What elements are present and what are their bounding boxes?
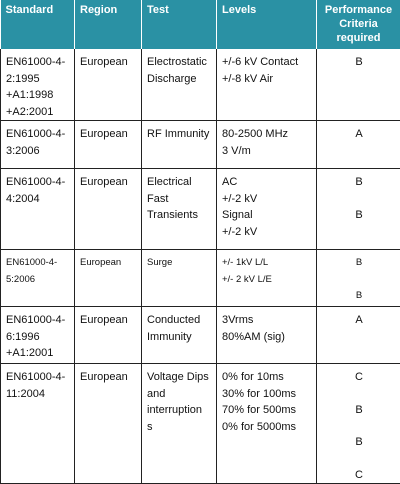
test-line: Discharge — [147, 71, 212, 88]
header-performance-criteria — [317, 0, 400, 49]
standard-line: 2:1995 — [6, 71, 70, 88]
criteria-value: B — [322, 174, 396, 191]
cell-standard — [1, 364, 75, 484]
levels-line: 70% for 500ms — [222, 402, 312, 419]
cell-standard — [1, 250, 75, 307]
cell-region: European — [75, 169, 142, 250]
levels-line: +/-2 kV — [222, 191, 312, 208]
standard-line: EN61000-4- — [6, 312, 70, 329]
cell-criteria — [317, 307, 400, 364]
criteria-value: B — [322, 54, 396, 71]
cell-levels — [217, 49, 317, 121]
cell-test — [142, 121, 217, 169]
levels-line: 0% for 5000ms — [222, 419, 312, 436]
header-standard: Standard — [1, 0, 75, 49]
criteria-spacer — [322, 386, 396, 402]
criteria-spacer — [322, 191, 396, 207]
cell-standard — [1, 307, 75, 364]
cell-levels — [217, 364, 317, 484]
criteria-value: B — [322, 402, 396, 419]
header-row — [1, 0, 400, 49]
table-row — [1, 364, 400, 484]
test-line: Immunity — [147, 329, 212, 346]
test-line: interruption — [147, 402, 212, 419]
standard-line: +A1:2001 — [6, 345, 70, 362]
cell-levels — [217, 169, 317, 250]
cell-region: European — [75, 364, 142, 484]
test-line: and — [147, 386, 212, 403]
test-line: Voltage Dips — [147, 369, 212, 386]
cell-test — [142, 250, 217, 307]
table-row — [1, 250, 400, 307]
cell-levels — [217, 250, 317, 307]
standard-line: 3:2006 — [6, 143, 70, 160]
criteria-value: A — [322, 126, 396, 143]
levels-line: 80-2500 MHz — [222, 126, 312, 143]
cell-test — [142, 49, 217, 121]
cell-standard — [1, 169, 75, 250]
standard-line: EN61000-4- — [6, 54, 70, 71]
cell-test — [142, 307, 217, 364]
levels-line: +/- 2 kV L/E — [222, 272, 312, 289]
cell-region: European — [75, 49, 142, 121]
criteria-value: C — [322, 467, 396, 484]
levels-line: +/-2 kV — [222, 224, 312, 241]
criteria-spacer — [322, 272, 396, 288]
levels-line: +/-6 kV Contact — [222, 54, 312, 71]
cell-standard — [1, 121, 75, 169]
levels-line: 3Vrms — [222, 312, 312, 329]
table-row — [1, 169, 400, 250]
cell-criteria — [317, 250, 400, 307]
test-line: s — [147, 419, 212, 436]
test-line: Conducted — [147, 312, 212, 329]
test-line: Surge — [147, 255, 212, 272]
cell-criteria — [317, 121, 400, 169]
cell-region: European — [75, 250, 142, 307]
cell-criteria — [317, 364, 400, 484]
levels-line: Signal — [222, 207, 312, 224]
standard-line: EN61000-4- — [6, 126, 70, 143]
criteria-value: B — [322, 434, 396, 451]
header-levels: Levels — [217, 0, 317, 49]
test-line: Electrostatic — [147, 54, 212, 71]
criteria-value: B — [322, 288, 396, 305]
levels-line: +/-8 kV Air — [222, 71, 312, 88]
header-performance-line: Performance — [319, 3, 398, 17]
levels-line: AC — [222, 174, 312, 191]
standard-line: EN61000-4- — [6, 255, 70, 272]
cell-levels — [217, 307, 317, 364]
criteria-spacer — [322, 418, 396, 434]
header-region: Region — [75, 0, 142, 49]
criteria-value: B — [322, 255, 396, 272]
table-row — [1, 121, 400, 169]
levels-line: 0% for 10ms — [222, 369, 312, 386]
levels-line: +/- 1kV L/L — [222, 255, 312, 272]
criteria-value: A — [322, 312, 396, 329]
cell-standard — [1, 49, 75, 121]
table-row — [1, 49, 400, 121]
header-performance-line: required — [319, 31, 398, 45]
levels-line: 80%AM (sig) — [222, 329, 312, 346]
criteria-value: B — [322, 207, 396, 224]
standard-line: +A1:1998 — [6, 87, 70, 104]
standard-line: 6:1996 — [6, 329, 70, 346]
cell-test — [142, 169, 217, 250]
header-test: Test — [142, 0, 217, 49]
standard-line: +A2:2001 — [6, 104, 70, 121]
standard-line: EN61000-4- — [6, 369, 70, 386]
table-row — [1, 307, 400, 364]
cell-region: European — [75, 307, 142, 364]
test-line: Fast — [147, 191, 212, 208]
header-performance-line: Criteria — [319, 17, 398, 31]
levels-line: 30% for 100ms — [222, 386, 312, 403]
criteria-spacer — [322, 451, 396, 467]
standard-line: 11:2004 — [6, 386, 70, 403]
cell-region: European — [75, 121, 142, 169]
standard-line: 5:2006 — [6, 272, 70, 289]
cell-levels — [217, 121, 317, 169]
test-line: RF Immunity — [147, 126, 212, 143]
cell-criteria — [317, 169, 400, 250]
levels-line: 3 V/m — [222, 143, 312, 160]
test-line: Transients — [147, 207, 212, 224]
test-line: Electrical — [147, 174, 212, 191]
criteria-value: C — [322, 369, 396, 386]
standard-line: EN61000-4- — [6, 174, 70, 191]
cell-criteria — [317, 49, 400, 121]
cell-test — [142, 364, 217, 484]
standard-line: 4:2004 — [6, 191, 70, 208]
